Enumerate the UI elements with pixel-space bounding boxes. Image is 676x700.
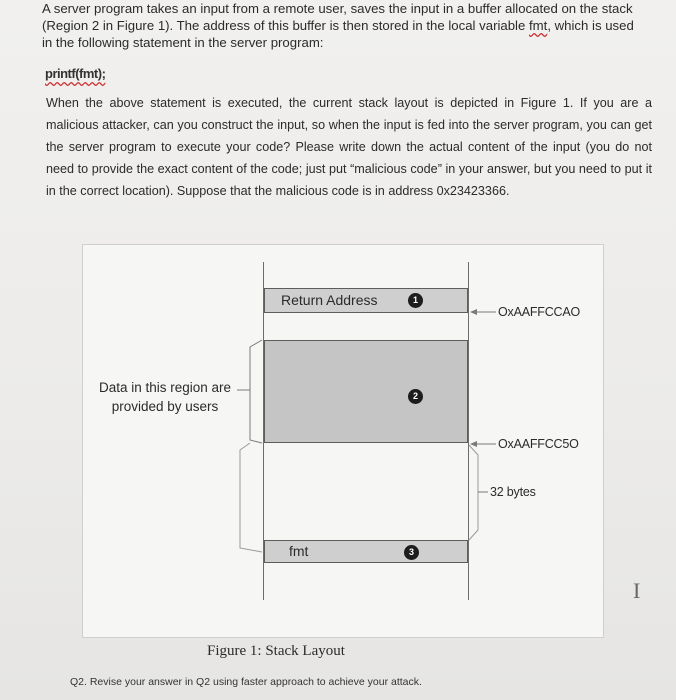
intro-line-2-end: , which is used <box>547 18 634 33</box>
fmt-variable-name: fmt <box>528 18 548 33</box>
addr-top-arrowhead <box>470 309 477 315</box>
address-mid: OxAAFFCC5O <box>498 437 579 451</box>
intro-line-2-text: (Region 2 in Figure 1). The address of this buffer is then stored in the local variable <box>42 18 529 33</box>
size-label: 32 bytes <box>490 485 536 499</box>
question-text: When the above statement is executed, the current stack layout is depicted in Figure 1. If you are a malicious attacker, can you construct the input, so when the input is fed into the server program, you can get the server program to execute your code? Please write down the actual content of the input (you do not need to provide the exact content of the code; just put “malicious code” in your answer, but you need to put it in the correct location). Suppose that the malicious code is in address 0x23423366. <box>46 96 652 198</box>
text-cursor-icon: I <box>633 578 641 603</box>
fmt-label: fmt <box>289 543 309 559</box>
data-region-label: Data in this region are provided by users <box>98 380 232 414</box>
addr-mid-arrowhead <box>470 441 477 447</box>
intro-line-1: A server program takes an input from a remote user, saves the input in a buffer allocated on the stack <box>42 1 633 16</box>
return-address-label: Return Address <box>281 292 378 308</box>
badge-3-icon: 3 <box>404 545 419 560</box>
lower-region-bracket <box>240 443 262 552</box>
intro-line-3: in the following statement in the server program: <box>42 35 324 50</box>
address-top: OxAAFFCCAO <box>498 305 581 319</box>
printf-statement: printf(fmt); <box>45 66 106 81</box>
size-bracket <box>469 445 478 540</box>
figure-caption: Figure 1: Stack Layout <box>207 643 345 659</box>
followup-question: Q2. Revise your answer in Q2 using faster approach to achieve your attack. <box>70 676 422 688</box>
data-region-bracket <box>250 340 262 443</box>
badge-2-icon: 2 <box>408 389 423 404</box>
badge-1-icon: 1 <box>408 293 423 308</box>
